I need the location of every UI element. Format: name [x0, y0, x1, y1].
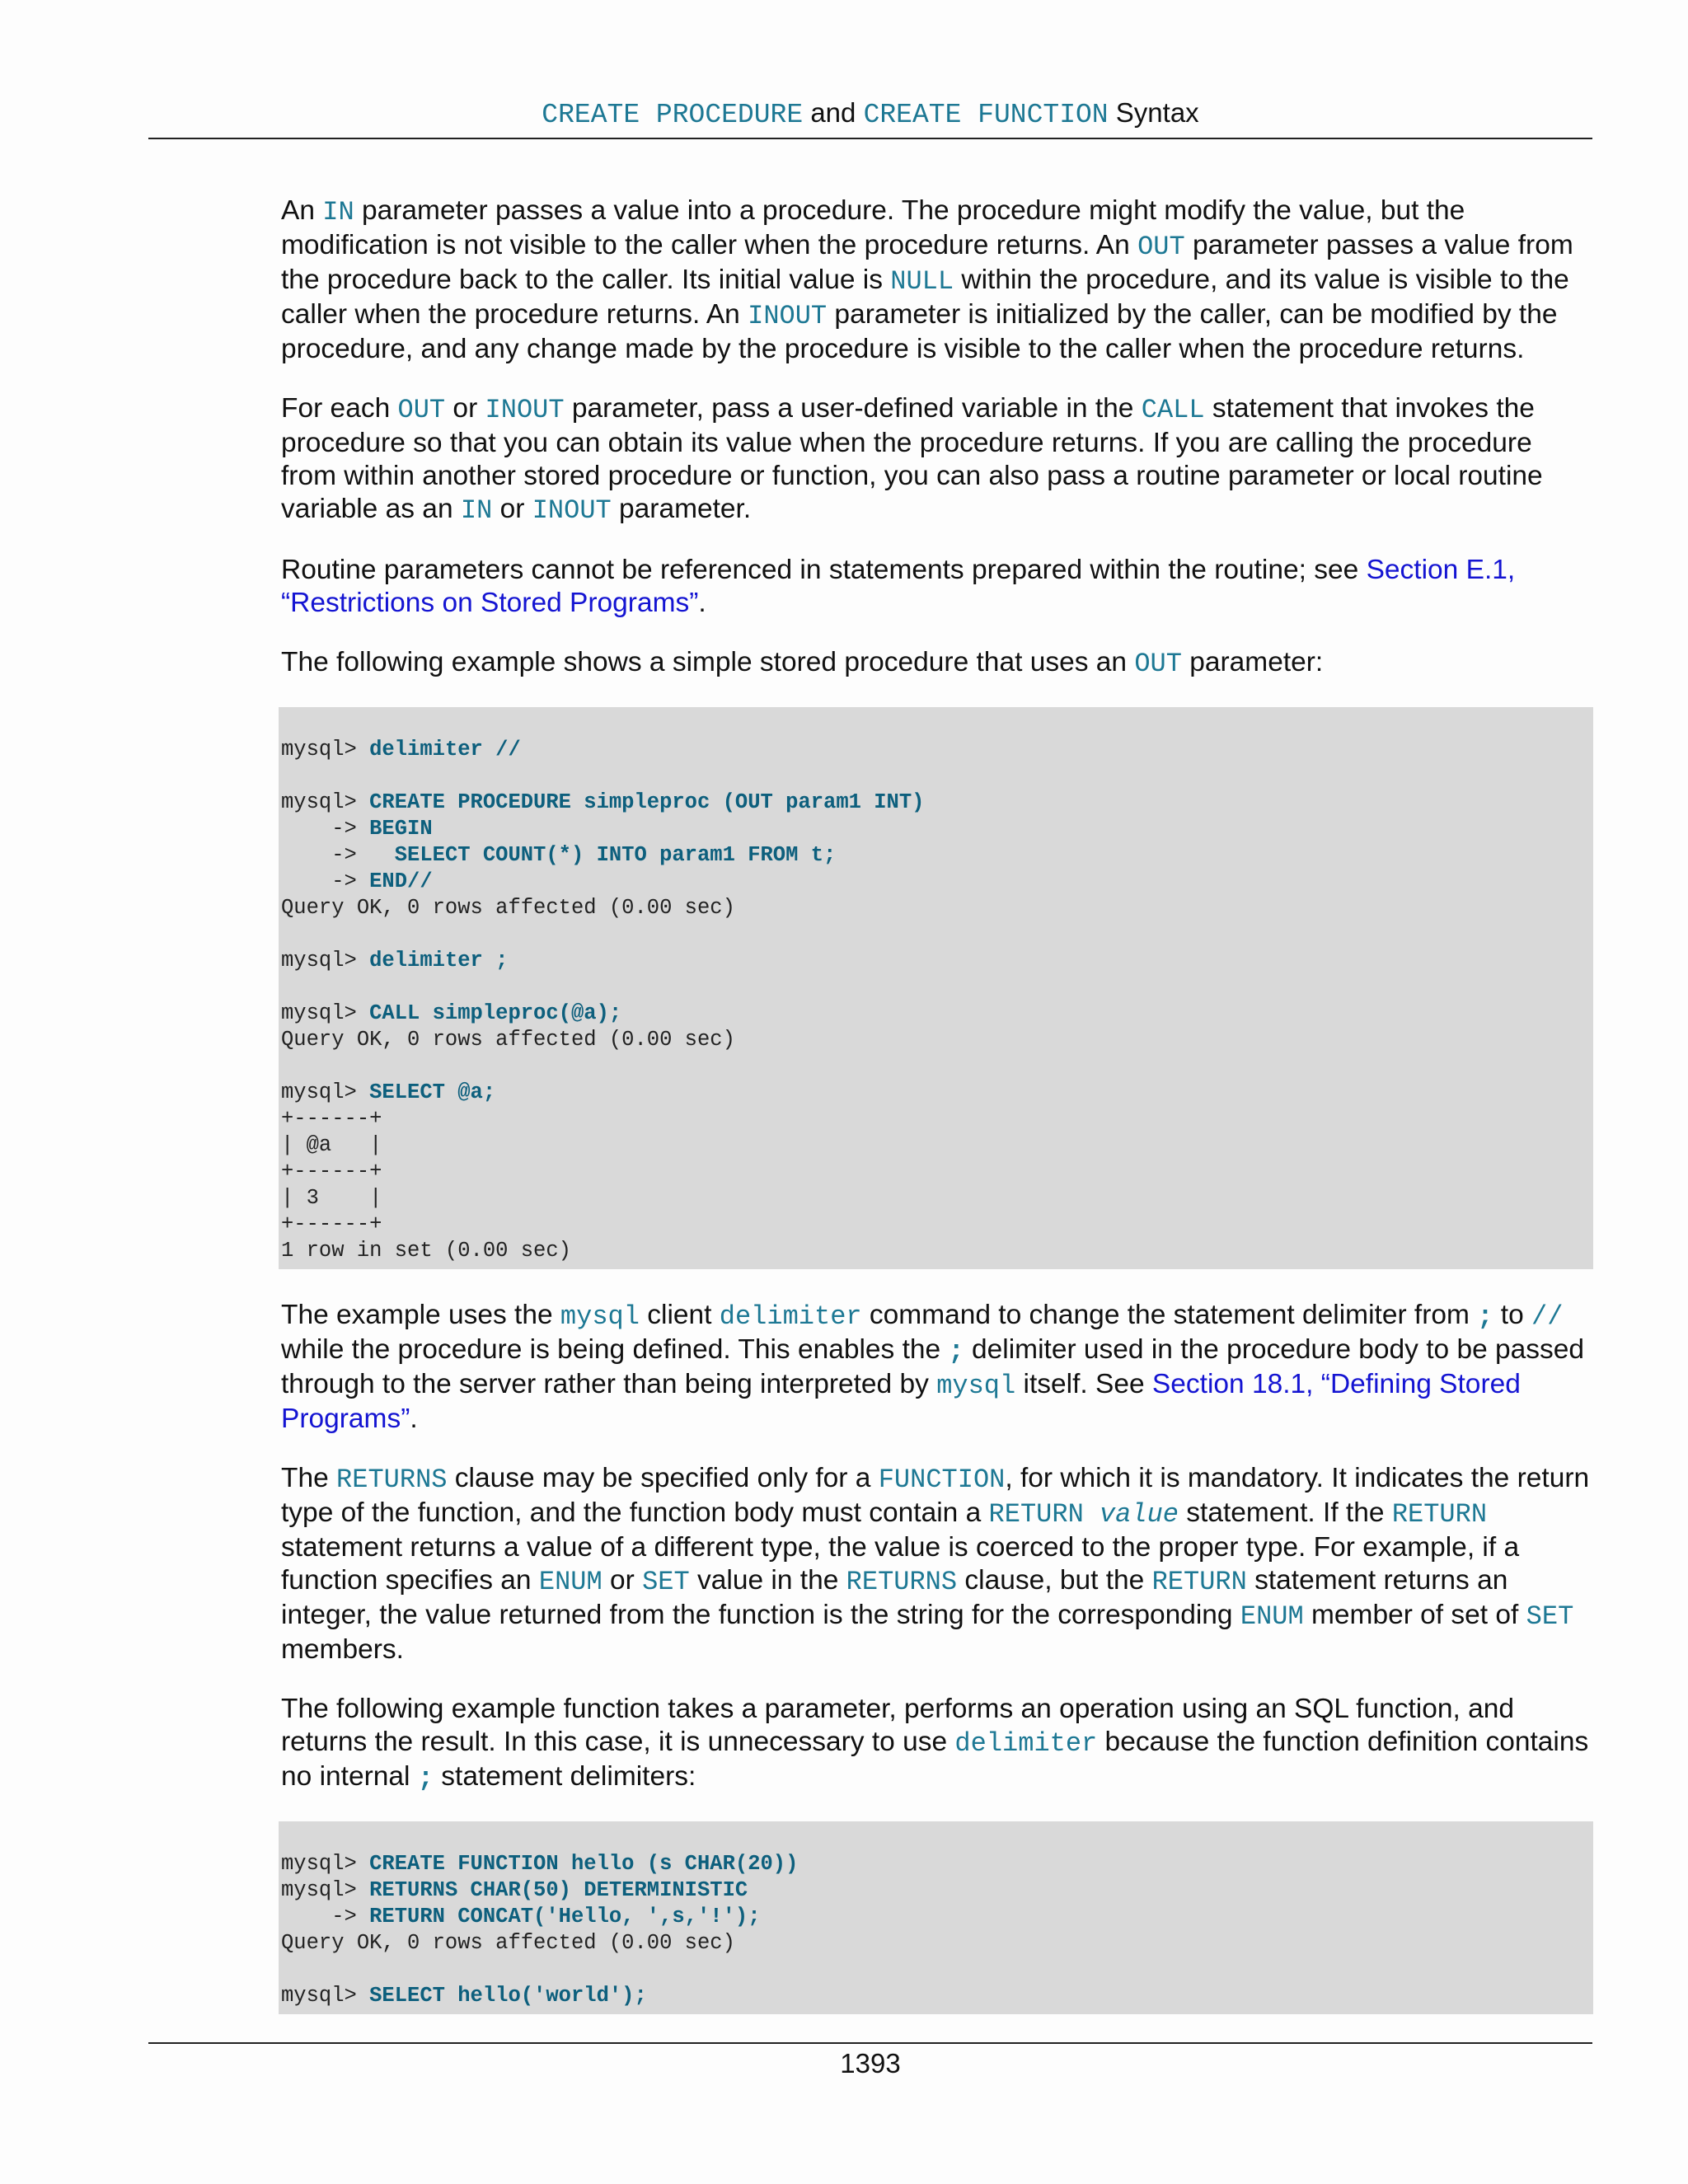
code-line: mysql> CREATE PROCEDURE simpleproc (OUT param1 INT) [281, 790, 925, 814]
paragraph-delimiter-explanation: The example uses the mysql client delimiter command to change the statement delimiter from ; to // while the procedure is being defined. This enables the ; delimiter used in the procedure body to be passed through to the server rather than being interpreted by mysql itself. See Section 18.1, “Defining Stored Programs”. [281, 1300, 1585, 1434]
code-line: Query OK, 0 rows affected (0.00 sec) [281, 1028, 735, 1052]
code-line: -> BEGIN [281, 817, 433, 841]
code-line: +------+ [281, 1212, 382, 1236]
header-code-2: CREATE FUNCTION [863, 100, 1109, 130]
code-line-blank [281, 763, 1593, 790]
code-line: +------+ [281, 1160, 382, 1183]
code-line: +------+ [281, 1107, 382, 1131]
paragraph-function-example-intro: The following example function takes a parameter, performs an operation using an SQL function, and returns the result. In this case, it is unnecessary to use delimiter because the function definition contains no internal ; statement delimiters: [281, 1694, 1589, 1793]
paragraph-example-intro: The following example shows a simple stored procedure that uses an OUT parameter: [281, 647, 1324, 679]
code-line: mysql> CALL simpleproc(@a); [281, 1001, 622, 1025]
code-line: -> END// [281, 869, 433, 893]
paragraph-out-inout: For each OUT or INOUT parameter, pass a user-defined variable in the CALL statement that invokes the procedure so that you can obtain its value when the procedure returns. If you are calling the procedure from within another stored procedure or function, you can also pass a routine parameter or local routine variable as an IN or INOUT parameter. [281, 393, 1543, 526]
code-line-blank [281, 974, 1593, 1001]
paragraph-parameters: An IN parameter passes a value into a procedure. The procedure might modify the value, but the modification is not visible to the caller when the procedure returns. An OUT parameter passes a value from the procedure back to the caller. Its initial value is NULL within the procedure, and its value is visible to the caller when the procedure returns. An INOUT parameter is initialized by the caller, can be modified by the procedure, and any change made by the procedure is visible to the caller when the procedure returns. [281, 195, 1573, 364]
paragraph-restrictions: Routine parameters cannot be referenced in statements prepared within the routine; see Section E.1, “Restrictions on Stored Programs”. [281, 555, 1516, 618]
paragraph-returns-clause: The RETURNS clause may be specified only for a FUNCTION, for which it is mandatory. It indicates the return type of the function, and the function body must contain a RETURN value statement. If the RETURN statement returns a value of a different type, the value is coerced to the proper type. For example, if a function specifies an ENUM or SET value in the RETURNS clause, but the RETURN statement returns an integer, the value returned from the function is the string for the corresponding ENUM member of set of SET members. [281, 1463, 1590, 1665]
code-block-procedure-example [279, 707, 1593, 1269]
code-line: mysql> RETURNS CHAR(50) DETERMINISTIC [281, 1878, 748, 1902]
header-text-1: and [803, 97, 864, 128]
code-line: mysql> CREATE FUNCTION hello (s CHAR(20)) [281, 1852, 799, 1876]
code-line: -> RETURN CONCAT('Hello, ',s,'!'); [281, 1905, 761, 1929]
code-block-function-example [279, 1821, 1593, 2014]
page-number: 1393 [840, 2048, 901, 2079]
code-line: 1 row in set (0.00 sec) [281, 1239, 571, 1263]
code-line: mysql> delimiter // [281, 738, 521, 762]
page-header [148, 97, 1592, 130]
code-line-blank [281, 1957, 1593, 1983]
code-line: mysql> delimiter ; [281, 949, 509, 972]
code-line: Query OK, 0 rows affected (0.00 sec) [281, 896, 735, 920]
code-line-blank [281, 1053, 1593, 1080]
code-line: Query OK, 0 rows affected (0.00 sec) [281, 1931, 735, 1955]
page-content [281, 194, 1593, 2044]
footer-divider [148, 2042, 1592, 2044]
header-code-1: CREATE PROCEDURE [542, 100, 804, 130]
code-line: mysql> SELECT @a; [281, 1080, 496, 1104]
code-line: | 3 | [281, 1186, 382, 1210]
code-line-blank [281, 921, 1593, 948]
link-restrictions-on-stored-programs[interactable]: Section E.1, “Restrictions on Stored Programs” [281, 555, 1516, 618]
link-defining-stored-programs[interactable]: Section 18.1, “Defining Stored Programs” [281, 1369, 1521, 1434]
header-text-2: Syntax [1108, 97, 1199, 128]
header-divider [148, 138, 1592, 139]
code-line: -> SELECT COUNT(*) INTO param1 FROM t; [281, 843, 837, 867]
code-line: | @a | [281, 1133, 382, 1157]
code-line: mysql> SELECT hello('world'); [281, 1984, 647, 2008]
